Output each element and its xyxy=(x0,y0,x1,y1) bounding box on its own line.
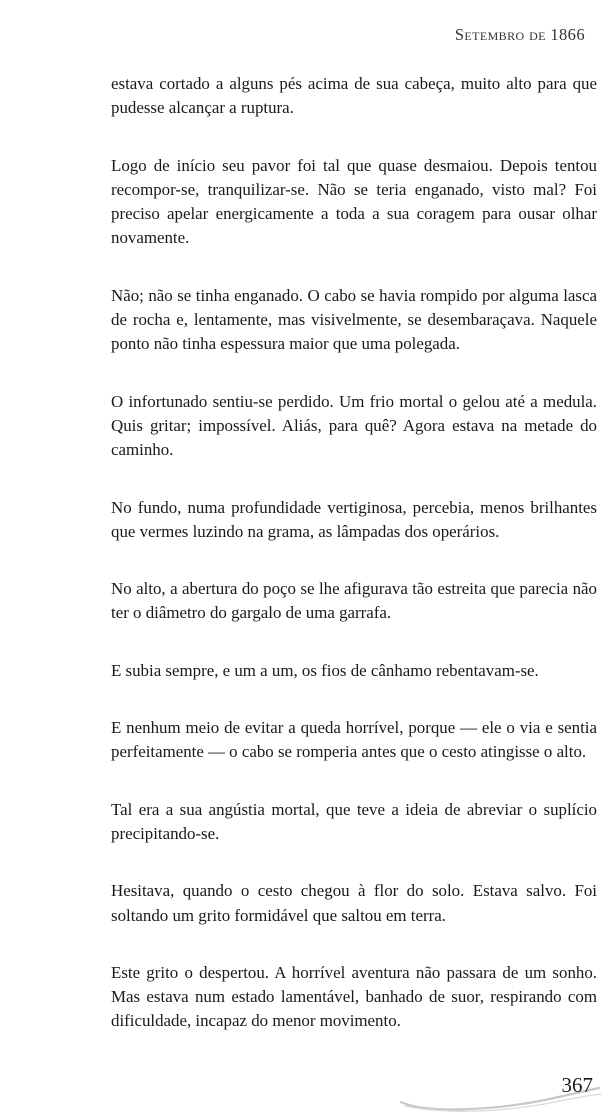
paragraph: Este grito o despertou. A horrível aventura não passara de um sonho. Mas estava num estado lamentável, banhado de suor, respirando com dificuldade, incapaz do menor movimento. xyxy=(111,962,597,1031)
paragraph: estava cortado a alguns pés acima de sua cabeça, muito alto para que pudesse alcançar a ruptura. xyxy=(111,74,597,118)
paragraph: Não; não se tinha enganado. O cabo se havia rompido por alguma lasca de rocha e, lentamente, mas visivelmente, se desembaraçava. Naquele ponto não tinha espessura maior que uma polegada. xyxy=(111,285,597,354)
paragraph: Logo de início seu pavor foi tal que quase desmaiou. Depois tentou recompor-se, tranquilizar-se. Não se teria enganado, visto mal? Foi preciso apelar energicamente a toda a sua coragem para ousar olhar novamente. xyxy=(111,155,597,248)
running-header: Setembro de 1866 xyxy=(454,25,585,44)
page-number: 367 xyxy=(561,1073,593,1097)
paragraph: No fundo, numa profundidade vertiginosa, percebia, menos brilhantes que vermes luzindo na grama, as lâmpadas dos operários. xyxy=(111,497,597,541)
paragraph: Hesitava, quando o cesto chegou à flor do solo. Estava salvo. Foi soltando um grito formidável que saltou em terra. xyxy=(111,881,597,925)
paragraph: E subia sempre, e um a um, os fios de cânhamo rebentavam-se. xyxy=(111,660,539,680)
body-text xyxy=(111,72,597,1067)
paragraph: O infortunado sentiu-se perdido. Um frio mortal o gelou até a medula. Quis gritar; impossível. Aliás, para quê? Agora estava na metade do caminho. xyxy=(111,391,597,460)
paragraph: Tal era a sua angústia mortal, que teve a ideia de abreviar o suplício precipitando-se. xyxy=(111,799,597,843)
folio xyxy=(395,1064,603,1112)
paragraph: No alto, a abertura do poço se lhe afigurava tão estreita que parecia não ter o diâmetro do gargalo de uma garrafa. xyxy=(111,579,597,623)
paragraph: E nenhum meio de evitar a queda horrível, porque — ele o via e sentia perfeitamente — o cabo se romperia antes que o cesto atingisse o alto. xyxy=(111,718,597,762)
